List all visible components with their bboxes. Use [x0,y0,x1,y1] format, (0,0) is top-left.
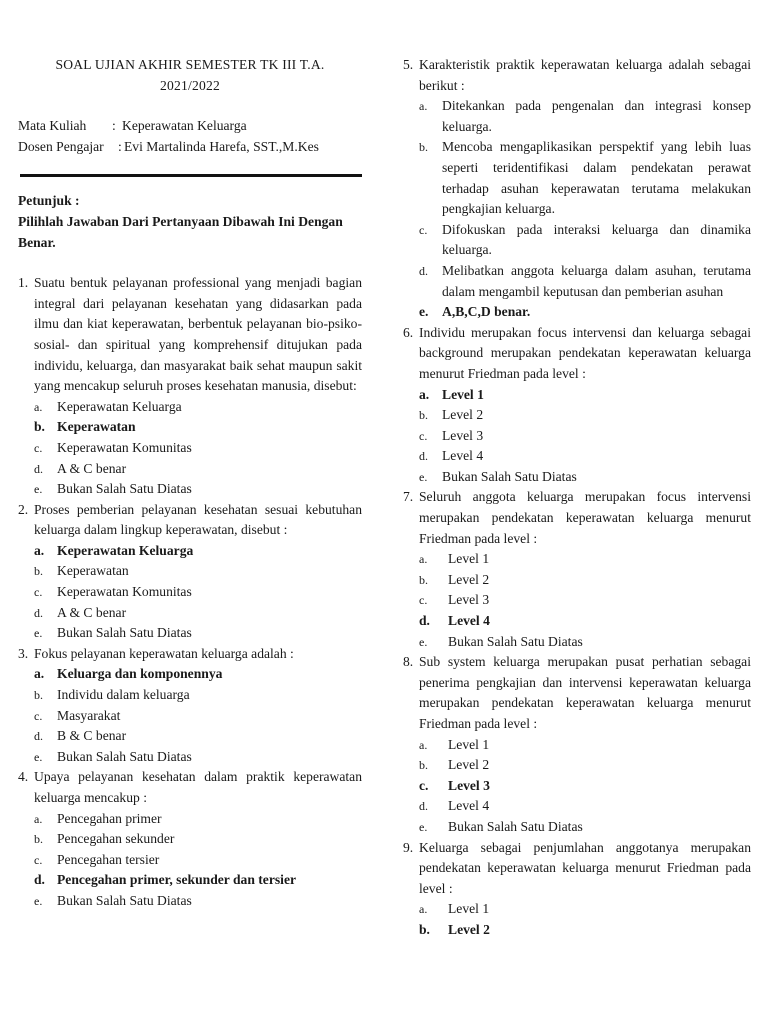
option-list [18,809,362,912]
option-text: Ditekankan pada pengenalan dan integrasi konsep keluarga. [442,98,751,134]
option-text: Bukan Salah Satu Diatas [57,748,192,764]
question-text: Karakteristik praktik keperawatan keluarga adalah sebagai berikut : [419,57,751,93]
answer-option [419,137,751,219]
option-text: Level 4 [448,613,490,629]
option-letter: a. [34,666,45,682]
option-text: Level 3 [448,777,490,793]
answer-option [34,747,362,768]
instructions-heading: Petunjuk : [18,193,80,209]
option-text: Level 3 [442,427,484,443]
option-text: Mencoba mengaplikasikan perspektif yang lebih luas seperti teridentifikasi dalam pendekatan perawat terhadap asuhan keperawatan terutama melakukan pengkajian keluarga. [442,139,751,217]
answer-option [419,755,751,776]
option-letter: d. [419,263,428,278]
option-text: Pencegahan primer, sekunder dan tersier [57,872,297,888]
answer-option [419,426,751,447]
instructions-text: Pilihlah Jawaban Dari Pertanyaan Dibawah Ini Dengan Benar. [18,213,343,250]
option-text: Keperawatan [57,563,129,579]
question-stem [403,838,751,900]
answer-option [34,541,362,562]
option-letter: c. [419,593,428,608]
answer-option [419,467,751,488]
answer-option [419,405,751,426]
answer-option [34,459,362,480]
option-text: Pencegahan tersier [57,851,160,867]
option-text: A & C benar [57,460,127,476]
question-9 [403,838,751,941]
question-text: Individu merupakan focus intervensi dan keluarga sebagai background merupakan pendekatan keperawatan keluarga menurut Friedman pada level : [419,324,751,381]
option-letter: b. [419,572,428,587]
header-divider [20,174,362,177]
option-letter: d. [34,461,43,476]
left-question-list [18,273,362,911]
option-letter: c. [34,585,43,600]
question-stem [403,652,751,734]
option-list [18,541,362,644]
option-letter: a. [419,902,428,917]
answer-option [419,385,751,406]
option-text: A,B,C,D benar. [442,304,531,320]
course-label: Mata Kuliah [18,118,87,134]
option-letter: c. [419,777,429,793]
option-text: Keperawatan Keluarga [57,542,194,558]
answer-option [419,920,751,941]
option-text: Level 4 [442,448,484,464]
answer-option [34,706,362,727]
option-letter: e. [34,893,43,908]
question-text: Seluruh anggota keluarga merupakan focus intervensi merupakan pendekatan keperawatan keluarga menurut Friedman pada level : [419,489,751,546]
question-5 [403,55,751,323]
option-text: Keluarga dan komponennya [57,666,223,682]
option-list [18,664,362,767]
option-list [403,96,751,323]
option-text: Level 1 [448,736,490,752]
option-letter: e. [34,626,43,641]
option-text: Individu dalam keluarga [57,687,190,703]
lecturer-label: Dosen Pengajar [18,138,104,154]
option-text: Masyarakat [57,707,121,723]
option-text: Level 3 [448,592,490,608]
option-letter: d. [419,449,428,464]
option-list [403,735,751,838]
lecturer-value: Evi Martalinda Harefa, SST.,M.Kes [124,138,319,154]
answer-option [34,664,362,685]
question-6 [403,323,751,488]
question-text: Suatu bentuk pelayanan professional yang menjadi bagian integral dari pelayanan kesehatan yang didasarkan pada ilmu dan kiat keperawatan, berbentuk pelayanan bio-psiko-sosial- dan spiritual yang komprehensif ditujukan pada individu, keluarga, dan masyarakat baik sehat maupun sakit yang mencakup seluruh proses kesehatan manusia, disebut: [34,275,362,394]
answer-option [34,397,362,418]
option-letter: c. [34,708,43,723]
option-text: A & C benar [57,604,127,620]
question-number: 1. [18,275,29,291]
option-list [18,397,362,500]
question-number: 6. [403,324,414,340]
answer-option [419,302,751,323]
answer-option [419,632,751,653]
question-number: 3. [18,645,29,661]
option-letter: b. [34,419,45,435]
answer-option [419,590,751,611]
answer-option [34,479,362,500]
course-row [18,116,362,137]
option-letter: a. [34,542,45,558]
answer-option [419,261,751,302]
answer-option [34,582,362,603]
option-letter: b. [34,564,43,579]
answer-option [34,891,362,912]
answer-option [419,570,751,591]
answer-option [419,899,751,920]
answer-option [419,96,751,137]
answer-option [419,220,751,261]
question-number: 5. [403,57,414,72]
question-number: 2. [18,501,29,517]
question-stem [403,323,751,385]
option-text: Pencegahan sekunder [57,831,175,847]
answer-option [419,549,751,570]
answer-option [419,817,751,838]
answer-option [419,796,751,817]
option-letter: d. [34,872,45,888]
option-list [403,385,751,488]
answer-option [34,685,362,706]
option-letter: a. [419,737,428,752]
option-letter: b. [34,832,43,847]
left-column [18,55,362,912]
question-7 [403,487,751,652]
option-text: Keperawatan Komunitas [57,439,192,455]
option-letter: b. [419,758,428,773]
option-text: Level 1 [448,901,490,917]
option-letter: a. [34,811,43,826]
question-4 [18,767,362,911]
option-text: Level 1 [442,386,484,402]
question-text: Proses pemberian pelayanan kesehatan sesuai kebutuhan keluarga dalam lingkup keperawatan, disebut : [34,501,362,538]
answer-option [34,870,362,891]
question-stem [18,644,362,665]
exam-title-line1: SOAL UJIAN AKHIR SEMESTER TK III T.A. [55,57,325,72]
answer-option [419,735,751,756]
option-list [403,899,751,940]
lecturer-separator: : [118,138,122,154]
option-text: Level 2 [442,407,484,423]
option-text: B & C benar [57,728,127,744]
question-stem [18,500,362,541]
option-text: Keperawatan [57,419,136,435]
option-text: Bukan Salah Satu Diatas [57,481,192,497]
option-letter: e. [34,482,43,497]
question-1 [18,273,362,500]
option-letter: b. [419,140,428,155]
answer-option [34,623,362,644]
answer-option [34,417,362,438]
question-number: 9. [403,839,414,855]
option-text: Melibatkan anggota keluarga dalam asuhan, terutama dalam mengambil keputusan dan pemberian asuhan [442,262,751,299]
question-stem [403,55,751,96]
option-letter: e. [419,304,429,320]
option-letter: c. [34,852,43,867]
option-letter: a. [419,552,428,567]
option-text: Bukan Salah Satu Diatas [448,633,583,649]
option-letter: e. [34,749,43,764]
option-letter: c. [419,222,428,237]
question-stem [18,767,362,808]
lecturer-row [18,137,362,158]
option-letter: d. [419,613,430,629]
question-stem [403,487,751,549]
option-text: Keperawatan Keluarga [57,398,182,414]
question-text: Keluarga sebagai penjumlahan anggotanya merupakan pendekatan keperawatan keluarga menurut Friedman pada level : [419,839,751,896]
option-text: Level 1 [448,551,490,567]
question-text: Fokus pelayanan keperawatan keluarga adalah : [34,645,294,661]
option-letter: b. [419,921,430,937]
question-number: 4. [18,769,29,785]
question-number: 8. [403,654,414,670]
option-text: Level 4 [448,798,490,814]
option-letter: d. [419,799,428,814]
answer-option [419,776,751,797]
option-text: Keperawatan Komunitas [57,584,192,600]
option-letter: e. [419,819,428,834]
question-3 [18,644,362,768]
option-letter: b. [34,688,43,703]
option-list [403,549,751,652]
course-separator: : [112,118,116,134]
right-column [403,55,751,941]
option-text: Level 2 [448,757,490,773]
option-letter: c. [419,428,428,443]
answer-option [34,561,362,582]
right-question-list [403,55,751,941]
option-text: Pencegahan primer [57,810,162,826]
answer-option [34,829,362,850]
question-stem [18,273,362,397]
option-text: Level 2 [448,571,490,587]
question-number: 7. [403,489,414,505]
option-letter: b. [419,408,428,423]
option-letter: e. [419,634,428,649]
answer-option [34,438,362,459]
option-letter: a. [419,99,428,114]
option-text: Difokuskan pada interaksi keluarga dan dinamika keluarga. [442,221,751,258]
option-letter: a. [34,399,43,414]
answer-option [34,603,362,624]
option-text: Bukan Salah Satu Diatas [57,892,192,908]
option-letter: d. [34,729,43,744]
option-letter: e. [419,469,428,484]
question-2 [18,500,362,644]
option-text: Bukan Salah Satu Diatas [442,468,577,484]
option-letter: d. [34,605,43,620]
option-text: Bukan Salah Satu Diatas [57,625,192,641]
answer-option [34,809,362,830]
option-text: Bukan Salah Satu Diatas [448,818,583,834]
answer-option [419,611,751,632]
option-letter: c. [34,440,43,455]
option-text: Level 2 [448,921,490,937]
question-8 [403,652,751,837]
question-text: Sub system keluarga merupakan pusat perhatian sebagai penerima pengkajian dan intervensi keperawatan keluarga merupakan pendekatan keperawatan keluarga menurut Friedman pada level : [419,654,751,731]
question-text: Upaya pelayanan kesehatan dalam praktik keperawatan keluarga mencakup : [34,769,362,805]
exam-title-line2: 2021/2022 [160,77,220,93]
answer-option [34,850,362,871]
answer-option [419,446,751,467]
option-letter: a. [419,386,430,402]
course-value: Keperawatan Keluarga [122,118,247,134]
answer-option [34,726,362,747]
